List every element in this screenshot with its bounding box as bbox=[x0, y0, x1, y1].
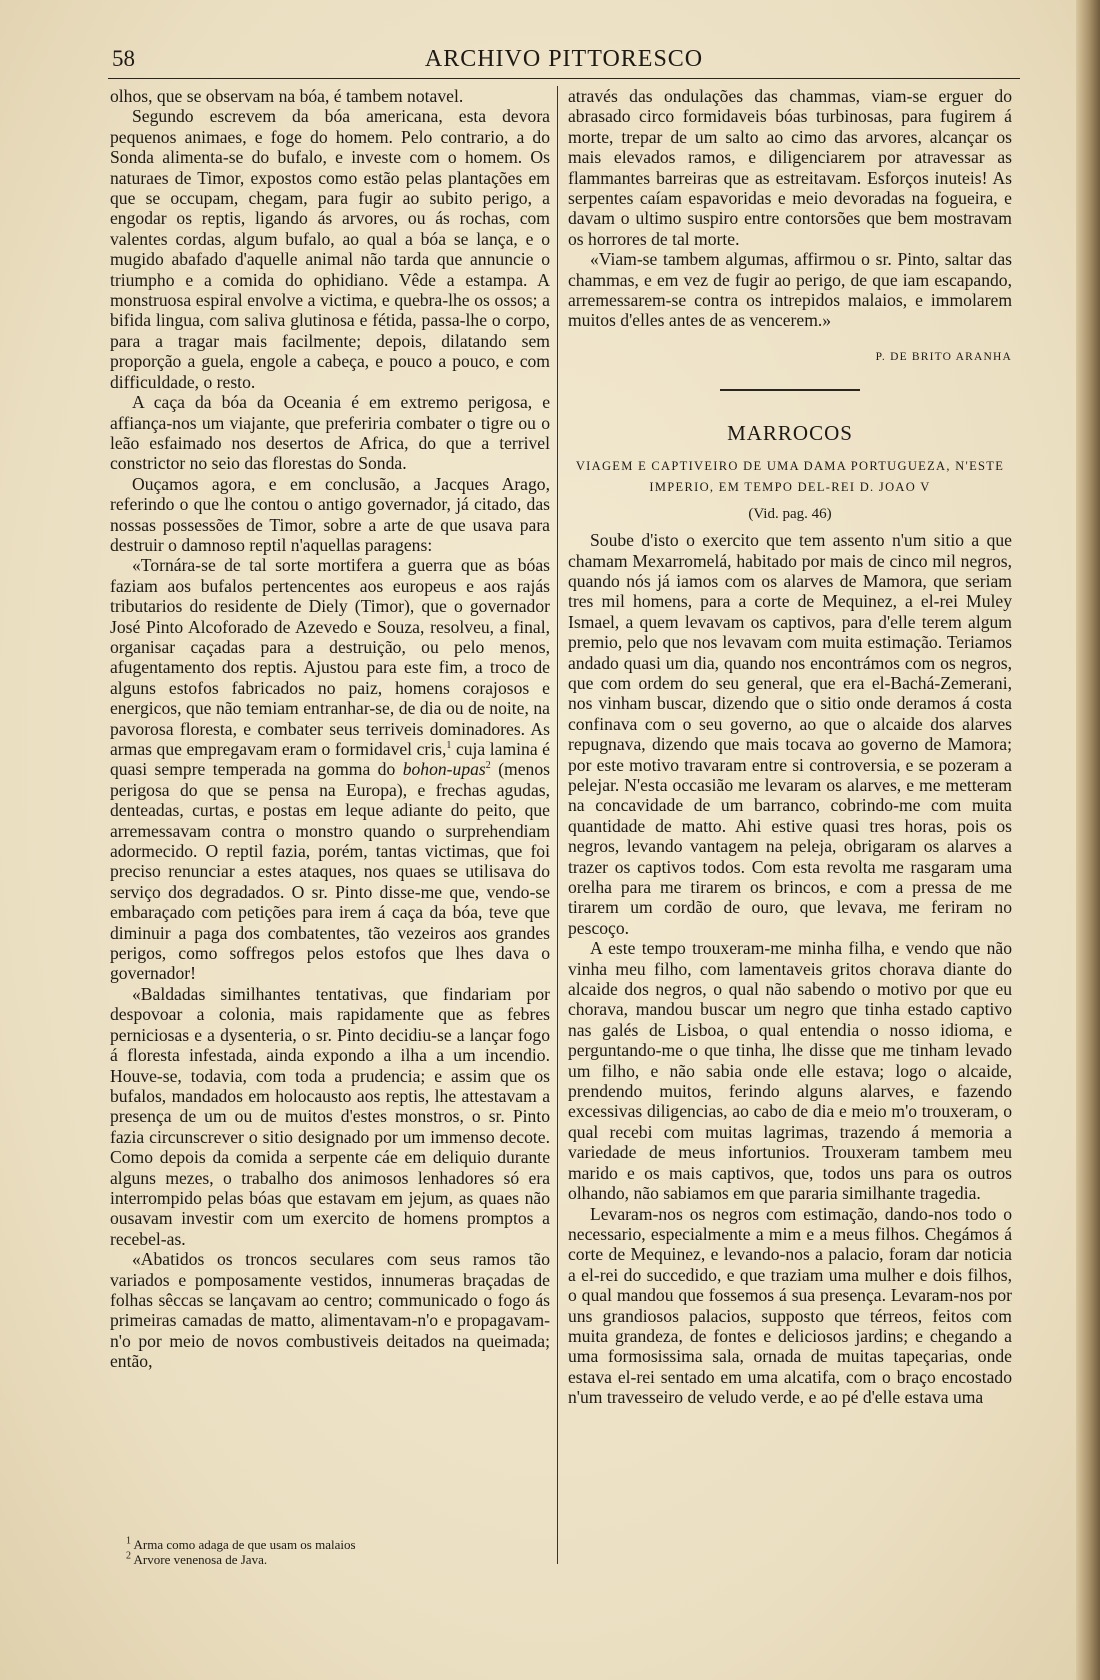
footnote-marker: 2 bbox=[126, 1550, 131, 1562]
paragraph: Levaram-nos os negros com estimação, dando-nos todo o necessario, especialmente a mim e a meus filhos. Chegámos á corte de Mequinez, e levando-nos a palacio, foram dar noticia a el-rei do succedido, e que traziam uma mulher e dois filhos, o qual mandou que fossemos á sua presença. Levaram-nos por uns grandiosos palacios, supposto que térreos, feitos com muita grandeza, de fontes e deliciosos jardins; e chegando a uma formosissima sala, ornada de muitas tapeçarias, onde estava el-rei sentado em uma alcatifa, com o braço encostado n'um travesseiro de veludo verde, e ao pé d'elle estava uma bbox=[568, 1203, 1012, 1408]
author-signature: P. DE BRITO ARANHA bbox=[875, 350, 1012, 363]
book-binding-edge bbox=[1076, 0, 1100, 1680]
paragraph: Ouçamos agora, e em conclusão, a Jacques Arago, referindo o que lhe contou o antigo governador, já citado, das nossas possessões de Timor, sobre a arte de que usava para destruir o damnoso reptil n'aquellas paragens: bbox=[110, 473, 550, 555]
footnote-marker: 2 bbox=[485, 760, 491, 772]
paragraph: através das ondulações das chammas, viam-se erguer do abrasado circo formidaveis bóas turbinosas, para fugirem á morte, trepar de um salto ao cimo das arvores, alcançar os mais elevados ramos, e diligenciarem por atravessar as flammantes barreiras que as estreitavam. Esforços inuteis! As serpentes caíam espavoridas e meio devoradas na fogueira, e davam o ultimo suspiro entre contorsões que bem mostravam os horrores de tal morte. bbox=[568, 86, 1012, 249]
page-header bbox=[108, 44, 1020, 79]
paragraph: Soube d'isto o exercito que tem assento n'um sitio a que chamam Mexarromelá, habitado por mais de cinco mil negros, quando nós já iamos com os alarves de Mamora, que seriam tres mil homens, para a corte de Mequinez, a el-rei Muley Ismael, a quem levavam os captivos, para d'elle terem algum premio, pelo que nos levavam com muita estimação. Teriamos andado quasi um dia, quando nos encontrámos com os negros, que com ordem do seu general, que era el-Bachá-Zemerani, nos vinham buscar, dizendo que o sitio onde deramos á costa confinava com o seu governo, ao que o alcaide dos alarves repugnava, dizendo que mais tocava ao governo de Mamora; por este motivo travaram entre si controversia, e se pozeram a pelejar. N'esta occasião me levaram os alarves, e me metteram na concavidade de um barranco, cobrindo-me com muita quantidade de matto. Ahi estive quasi tres horas, pois os negros, levando vantagem na peleja, obrigaram os alarves a trazer os captivos todos. Com esta revolta me rasgaram uma orelha para me tirarem os brincos, e com a pressa de me tirarem um cordão de ouro, que levava, me feriram no pescoço. bbox=[568, 530, 1012, 938]
paragraph-text: «Tornára-se de tal sorte mortifera a guerra que as bóas faziam aos bufalos pertencentes aos europeus e aos rajás tributarios do residente de Diely (Timor), que o governador José Pinto Alcoforado de Azevedo e Souza, resolveu, a final, organisar caçadas para a destruição, ou pelo menos, afugentamento dos reptis. Ajustou para este fim, a troco de alguns estofos fabricados no paiz, homens corajosos e energicos, que não temiam entranhar-se, de dia ou de noite, na pavorosa floresta, e combater seus terriveis dominadores. As armas que empregavam eram o formidavel cris, bbox=[110, 555, 550, 759]
article-title: MARROCOS bbox=[727, 421, 853, 446]
page-reference: (Vid. pag. 46) bbox=[748, 505, 832, 522]
paragraph: A caça da bóa da Oceania é em extremo perigosa, e affiança-nos um viajante, que preferiria combater o tigre ou o leão esfaimado nos desertos de Africa, do que a terrivel constrictor no seio das florestas do Sonda. bbox=[110, 392, 550, 474]
right-column bbox=[568, 86, 1012, 1408]
left-column bbox=[110, 86, 550, 1372]
paragraph-text: (menos perigosa do que se pensa na Europa), e frechas agudas, denteadas, curtas, e postas em leque adiante do peito, que arremessavam contra o monstro quando o surprehendiam adormecido. O reptil fazia, porém, tantas victimas, que foi preciso renunciar a estes ataques, nos quaes se utilisava do serviço dos degradados. O sr. Pinto disse-me que, vendo-se embaraçado com petições para irem á caça da bóa, teve que diminuir a paga dos combatentes, tão vezeiros aos grandes perigos, como soffregos pelos estofos que lhes dava o governador! bbox=[110, 759, 550, 984]
paragraph: Segundo escrevem da bóa americana, esta devora pequenos animaes, e foge do homem. Pelo contrario, a do Sonda alimenta-se do bufalo, e investe com o homem. Os naturaes de Timor, expostos como estão pelas plantações em que se occupam, chegam, para fugir ao subito perigo, a engodar os reptis, ligando ás arvores, ou ás rochas, com valentes cordas, algum bufalo, ao qual a bóa se lança, e o mugido abafado d'aquelle animal não tarda que annuncie o triumpho e a comida do ophidiano. Vêde a estampa. A monstruosa espiral envolve a victima, e quebra-lhe os ossos; a bifida lingua, com saliva glutinosa e fétida, passa-lhe o corpo, para a tragar mais facilmente; depois, dilatando sem proporção a guela, engole a cabeça, e pouco a pouco, e com difficuldade, o resto. bbox=[110, 106, 550, 392]
paragraph: «Abatidos os troncos seculares com seus ramos tão variados e pomposamente vestidos, innumeras braçadas de folhas sêccas se lançavam ao centro; communicado o fogo ás primeiras camadas de matto, alimentavam-n'o e propagavam-n'o por meio de novos combustiveis deitados na queimada; então, bbox=[110, 1249, 550, 1372]
paragraph-text: cuja lamina é quasi sempre temperada na gomma do bbox=[110, 739, 550, 780]
footnote bbox=[126, 1552, 546, 1567]
running-title: ARCHIVO PITTORESCO bbox=[424, 46, 704, 72]
italic-term: bohon-upas bbox=[402, 759, 486, 780]
footnote-marker: 1 bbox=[446, 740, 452, 752]
paragraph: olhos, que se observam na bóa, é tambem notavel. bbox=[110, 86, 464, 106]
section-separator bbox=[720, 389, 860, 391]
footnote-text: Arma como adaga de que usam os malaios bbox=[131, 1537, 356, 1552]
footnotes bbox=[126, 1537, 546, 1567]
page-number: 58 bbox=[112, 46, 135, 71]
article-subtitle: VIAGEM E CAPTIVEIRO DE UMA DAMA PORTUGUEZA, N'ESTE IMPERIO, EM TEMPO DEL-REI D. JOAO V bbox=[575, 458, 1005, 494]
paragraph: A este tempo trouxeram-me minha filha, e vendo que não vinha meu filho, com lamentaveis gritos chorava diante do alcaide dos negros, o qual não sabendo o motivo por que eu chorava, mandou buscar um negro que tinha estado captivo nas galés de Lisboa, o qual entendia o nosso idioma, e perguntando-me o que tinha, lhe disse que me tinham levado um filho, e não sabia onde elle estava; logo o alcaide, prendendo muitos, ferindo alguns alarves, e fazendo excessivas diligencias, ao cabo de dia e meio m'o trouxeram, o qual recebi com muitas lagrimas, trazendo á memoria a variedade de meus infortunios. Trouxeram tambem meu marido e os mais captivos, que, todos uns para os outros olhando, não sabiamos em que pararia similhante tragedia. bbox=[568, 938, 1012, 1204]
paragraph: «Viam-se tambem algumas, affirmou o sr. Pinto, saltar das chammas, e em vez de fugir ao perigo, de que iam escapando, arremessarem-se contra os intrepidos malaios, e immolarem muitos d'elles antes de as vencerem.» bbox=[568, 249, 1012, 331]
paragraph: «Baldadas similhantes tentativas, que findariam por despovoar a colonia, mais rapidamente que as febres perniciosas e a dysenteria, o sr. Pinto decidiu-se a lançar fogo á floresta infestada, ainda expondo a ilha a um incendio. Houve-se, todavia, com toda a prudencia; e assim que os bufalos, mandados em holocausto aos reptis, lhe attestavam a presença de um ou de muitos d'estes monstros, o sr. Pinto fazia circunscrever o sitio designado por um immenso decote. Como depois da comida a serpente cáe em deliquio durante alguns mezes, o trabalho dos animosos lenhadores só era interrompido pelas bóas que estavam em jejum, as quaes não ousavam investir com um exercito de homens promptos a recebel-as. bbox=[110, 983, 550, 1249]
footnote bbox=[126, 1537, 546, 1552]
footnote-marker: 1 bbox=[126, 1535, 131, 1547]
column-divider bbox=[557, 86, 558, 1564]
footnote-text: Arvore venenosa de Java. bbox=[131, 1552, 268, 1567]
paragraph bbox=[110, 555, 550, 984]
